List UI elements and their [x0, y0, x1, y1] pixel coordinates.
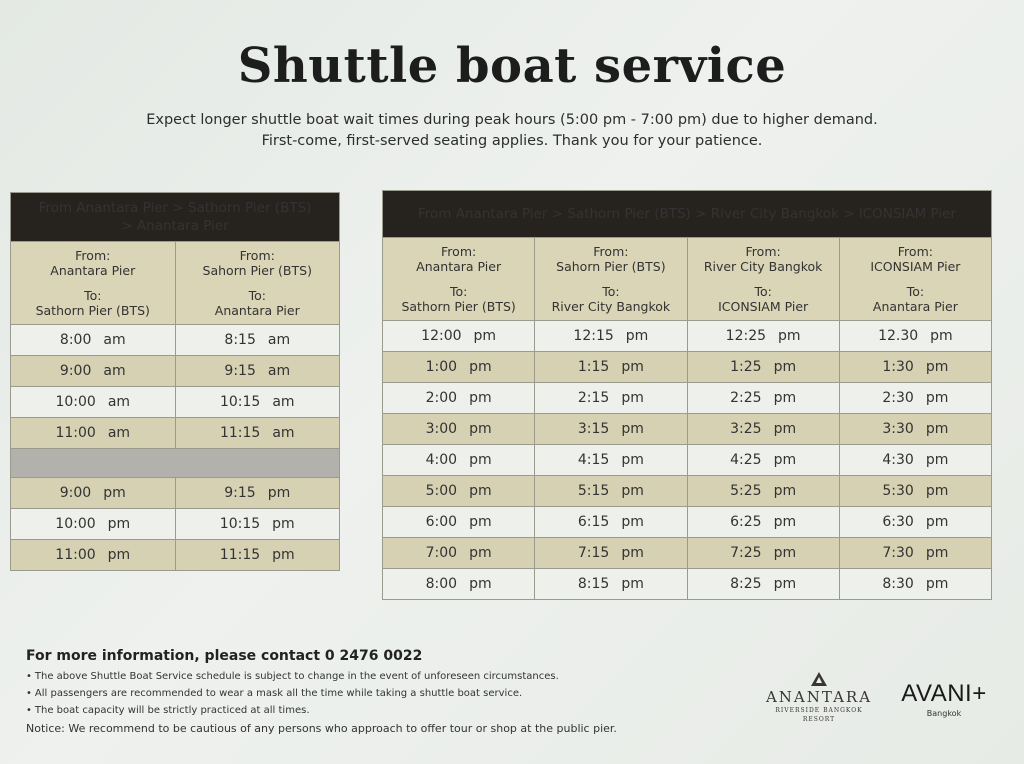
- time-value: 6:30: [882, 514, 914, 530]
- am-pm: pm: [925, 576, 949, 592]
- am-pm: pm: [925, 421, 949, 437]
- column-to: [387, 284, 530, 314]
- am-pm: pm: [925, 483, 949, 499]
- departure-time: [535, 445, 687, 476]
- from-pier: Sahorn Pier (BTS): [556, 259, 666, 274]
- time-value: 5:25: [730, 483, 762, 499]
- column-header: [535, 238, 687, 321]
- page-title: Shuttle boat service: [237, 38, 787, 94]
- am-pm: pm: [773, 576, 797, 592]
- note-item: • The above Shuttle Boat Service schedule is subject to change in the event of unforeseen circumstances.: [26, 668, 626, 685]
- am-pm: pm: [469, 390, 492, 406]
- am-pm: pm: [621, 514, 644, 530]
- time-value: 2:25: [730, 390, 762, 406]
- to-label: To:: [84, 288, 102, 303]
- time-value: 12:00: [421, 328, 462, 344]
- am-pm: pm: [773, 359, 797, 375]
- departure-time: [535, 507, 687, 538]
- departure-time: [383, 321, 535, 352]
- schedule-row: [383, 321, 992, 352]
- am-pm: pm: [621, 576, 644, 592]
- to-pier: ICONSIAM Pier: [718, 299, 809, 314]
- departure-time: [839, 507, 991, 538]
- departure-time: [11, 509, 176, 540]
- schedule-row: [383, 445, 992, 476]
- departure-time: [11, 356, 176, 387]
- am-pm: am: [267, 363, 291, 379]
- am-pm: pm: [621, 359, 644, 375]
- time-value: 8:30: [882, 576, 914, 592]
- am-pm: pm: [469, 483, 492, 499]
- from-pier: Anantara Pier: [416, 259, 502, 274]
- column-from: [15, 248, 171, 278]
- departure-time: [11, 478, 176, 509]
- time-value: 8:00: [59, 332, 92, 348]
- time-value: 11:15: [219, 547, 261, 563]
- to-pier: Anantara Pier: [214, 303, 300, 318]
- time-value: 5:15: [577, 483, 610, 499]
- am-pm: pm: [773, 390, 797, 406]
- time-value: 10:15: [219, 516, 261, 532]
- am-pm: am: [267, 332, 291, 348]
- departure-time: [535, 352, 687, 383]
- departure-time: [383, 383, 535, 414]
- departure-time: [175, 418, 340, 449]
- from-label: From:: [897, 244, 933, 259]
- avani-logo: [894, 680, 994, 718]
- time-value: 10:15: [219, 394, 261, 410]
- anantara-name: ANANTARA: [765, 688, 873, 706]
- time-value: 6:00: [425, 514, 458, 530]
- to-pier: Anantara Pier: [872, 299, 958, 314]
- am-pm: pm: [925, 514, 949, 530]
- departure-time: [687, 445, 839, 476]
- anantara-sub-2: RESORT: [802, 716, 836, 723]
- time-value: 10:00: [55, 516, 96, 532]
- am-pm: pm: [621, 390, 644, 406]
- am-pm: pm: [469, 545, 492, 561]
- time-value: 7:15: [577, 545, 610, 561]
- departure-time: [687, 414, 839, 445]
- am-pm: pm: [469, 576, 492, 592]
- am-pm: pm: [778, 328, 801, 344]
- departure-time: [839, 414, 991, 445]
- departure-time: [11, 418, 176, 449]
- from-pier: ICONSIAM Pier: [870, 259, 961, 274]
- departure-time: [383, 569, 535, 600]
- departure-time: [383, 507, 535, 538]
- am-pm: pm: [773, 545, 797, 561]
- morning-evening-schedule-table: [10, 192, 340, 571]
- column-from: [844, 244, 987, 274]
- column-to: [844, 284, 987, 314]
- am-pm: pm: [272, 547, 295, 563]
- time-value: 7:25: [730, 545, 762, 561]
- anantara-mark-icon: [811, 672, 827, 686]
- time-value: 10:00: [55, 394, 96, 410]
- column-header: [11, 242, 176, 325]
- departure-time: [383, 538, 535, 569]
- am-pm: am: [272, 425, 295, 441]
- from-label: From:: [745, 244, 781, 259]
- time-value: 7:30: [882, 545, 914, 561]
- time-value: 11:15: [219, 425, 261, 441]
- time-value: 11:00: [55, 425, 96, 441]
- departure-time: [11, 387, 176, 418]
- schedule-row: [383, 538, 992, 569]
- schedule-row: [11, 509, 340, 540]
- time-value: 3:25: [730, 421, 762, 437]
- column-header: [383, 238, 535, 321]
- time-value: 3:15: [577, 421, 610, 437]
- to-label: To:: [449, 284, 468, 299]
- time-value: 4:25: [730, 452, 762, 468]
- departure-time: [535, 476, 687, 507]
- to-label: To:: [754, 284, 772, 299]
- am-pm: pm: [107, 547, 131, 563]
- time-value: 1:00: [425, 359, 458, 375]
- time-value: 12:15: [573, 328, 614, 344]
- time-value: 3:30: [882, 421, 914, 437]
- column-to: [539, 284, 682, 314]
- anantara-sub-1: RIVERSIDE BANGKOK: [775, 707, 863, 714]
- route-header: [11, 193, 340, 242]
- departure-time: [535, 383, 687, 414]
- am-pm: pm: [621, 452, 644, 468]
- column-to: [180, 288, 336, 318]
- subtitle-line-1: Expect longer shuttle boat wait times during peak hours (5:00 pm - 7:00 pm) due to higher demand.: [146, 112, 878, 128]
- from-label: From:: [239, 248, 275, 263]
- am-pm: pm: [773, 452, 797, 468]
- am-pm: pm: [469, 421, 492, 437]
- avani-sub: Bangkok: [926, 709, 962, 718]
- am-pm: am: [107, 394, 131, 410]
- route-header: From Anantara Pier > Sathorn Pier (BTS) > River City Bangkok > ICONSIAM Pier: [383, 191, 992, 238]
- schedule-break-row: [11, 449, 340, 478]
- departure-time: [687, 383, 839, 414]
- time-value: 9:00: [59, 485, 92, 501]
- time-value: 1:15: [577, 359, 610, 375]
- time-value: 1:25: [730, 359, 762, 375]
- departure-time: [839, 538, 991, 569]
- am-pm: pm: [469, 514, 492, 530]
- time-value: 4:15: [577, 452, 610, 468]
- schedule-row: [383, 507, 992, 538]
- am-pm: pm: [773, 514, 797, 530]
- departure-time: [839, 445, 991, 476]
- departure-time: [175, 540, 340, 571]
- time-value: 2:15: [577, 390, 610, 406]
- time-value: 8:15: [577, 576, 610, 592]
- departure-time: [175, 356, 340, 387]
- time-value: 2:00: [425, 390, 458, 406]
- departure-time: [687, 507, 839, 538]
- column-header: [687, 238, 839, 321]
- schedule-row: [383, 569, 992, 600]
- departure-time: [839, 321, 991, 352]
- column-from: [387, 244, 530, 274]
- to-label: To:: [602, 284, 620, 299]
- anantara-logo: [760, 672, 878, 724]
- am-pm: pm: [925, 390, 949, 406]
- schedule-row: [11, 418, 340, 449]
- to-pier: Sathorn Pier (BTS): [401, 299, 516, 314]
- column-from: [539, 244, 682, 274]
- from-label: From:: [593, 244, 629, 259]
- schedule-row: [383, 352, 992, 383]
- departure-time: [11, 540, 176, 571]
- am-pm: pm: [773, 421, 797, 437]
- departure-time: [687, 569, 839, 600]
- departure-time: [687, 476, 839, 507]
- am-pm: pm: [930, 328, 953, 344]
- from-pier: Anantara Pier: [50, 263, 136, 278]
- am-pm: pm: [625, 328, 649, 344]
- am-pm: pm: [925, 452, 949, 468]
- departure-time: [535, 414, 687, 445]
- departure-time: [687, 352, 839, 383]
- time-value: 8:25: [730, 576, 762, 592]
- to-label: To:: [906, 284, 925, 299]
- departure-time: [839, 352, 991, 383]
- am-pm: am: [107, 425, 131, 441]
- time-value: 9:15: [224, 485, 256, 501]
- departure-time: [175, 509, 340, 540]
- note-item: • All passengers are recommended to wear a mask all the time while taking a shuttle boat service.: [26, 685, 626, 702]
- schedule-row: [11, 540, 340, 571]
- column-header: [839, 238, 991, 321]
- departure-time: [535, 538, 687, 569]
- am-pm: pm: [621, 545, 644, 561]
- am-pm: pm: [925, 359, 949, 375]
- departure-time: [383, 445, 535, 476]
- time-value: 12:25: [725, 328, 767, 344]
- departure-time: [175, 387, 340, 418]
- schedule-row: [11, 356, 340, 387]
- schedule-row: [383, 383, 992, 414]
- afternoon-schedule-table: [382, 190, 992, 600]
- am-pm: pm: [621, 483, 644, 499]
- schedule-row: [11, 387, 340, 418]
- time-value: 8:15: [224, 332, 256, 348]
- time-value: 2:30: [882, 390, 914, 406]
- route-header-line-1: From Anantara Pier > Sathorn Pier (BTS): [38, 200, 312, 216]
- departure-time: [383, 414, 535, 445]
- am-pm: pm: [469, 359, 492, 375]
- to-pier: Sathorn Pier (BTS): [35, 303, 150, 318]
- time-value: 11:00: [55, 547, 96, 563]
- avani-name: AVANI+: [901, 680, 987, 707]
- schedule-row: [11, 478, 340, 509]
- from-label: From:: [441, 244, 477, 259]
- time-value: 1:30: [882, 359, 914, 375]
- schedule-row: [11, 325, 340, 356]
- am-pm: pm: [267, 485, 291, 501]
- column-from: [692, 244, 835, 274]
- time-value: 5:30: [882, 483, 914, 499]
- time-value: 12.30: [878, 328, 919, 344]
- am-pm: pm: [469, 452, 492, 468]
- time-value: 5:00: [425, 483, 458, 499]
- time-value: 6:25: [730, 514, 762, 530]
- departure-time: [535, 569, 687, 600]
- time-value: 9:00: [59, 363, 92, 379]
- am-pm: pm: [103, 485, 126, 501]
- from-pier: River City Bangkok: [703, 259, 823, 274]
- time-value: 4:00: [425, 452, 458, 468]
- departure-time: [839, 383, 991, 414]
- subtitle-line-2: First-come, first-served seating applies. Thank you for your patience.: [261, 133, 763, 149]
- notice-text: Notice: We recommend to be cautious of any persons who approach to offer tour or shop at the public pier.: [26, 722, 617, 735]
- am-pm: pm: [773, 483, 797, 499]
- departure-time: [839, 569, 991, 600]
- break-cell: [11, 449, 340, 478]
- from-pier: Sahorn Pier (BTS): [202, 263, 312, 278]
- column-to: [15, 288, 171, 318]
- column-to: [692, 284, 835, 314]
- time-value: 6:15: [577, 514, 610, 530]
- am-pm: am: [272, 394, 295, 410]
- departure-time: [687, 538, 839, 569]
- from-label: From:: [75, 248, 111, 263]
- time-value: 9:15: [224, 363, 256, 379]
- departure-time: [175, 478, 340, 509]
- note-item: • The boat capacity will be strictly practiced at all times.: [26, 702, 626, 719]
- departure-time: [839, 476, 991, 507]
- departure-time: [383, 352, 535, 383]
- departure-time: [11, 325, 176, 356]
- departure-time: [535, 321, 687, 352]
- contact-info: For more information, please contact 0 2476 0022: [26, 648, 423, 664]
- column-from: [180, 248, 336, 278]
- am-pm: am: [103, 363, 126, 379]
- column-header: [175, 242, 340, 325]
- am-pm: pm: [473, 328, 497, 344]
- am-pm: pm: [621, 421, 644, 437]
- departure-time: [687, 321, 839, 352]
- time-value: 8:00: [425, 576, 458, 592]
- departure-time: [383, 476, 535, 507]
- am-pm: pm: [272, 516, 295, 532]
- route-header-line-2: > Anantara Pier: [121, 218, 229, 234]
- schedule-row: [383, 476, 992, 507]
- time-value: 3:00: [425, 421, 458, 437]
- schedule-row: [383, 414, 992, 445]
- am-pm: pm: [925, 545, 949, 561]
- am-pm: am: [103, 332, 126, 348]
- to-label: To:: [248, 288, 266, 303]
- to-pier: River City Bangkok: [551, 299, 671, 314]
- time-value: 4:30: [882, 452, 914, 468]
- time-value: 7:00: [425, 545, 458, 561]
- departure-time: [175, 325, 340, 356]
- notes-list: [26, 668, 626, 719]
- am-pm: pm: [107, 516, 131, 532]
